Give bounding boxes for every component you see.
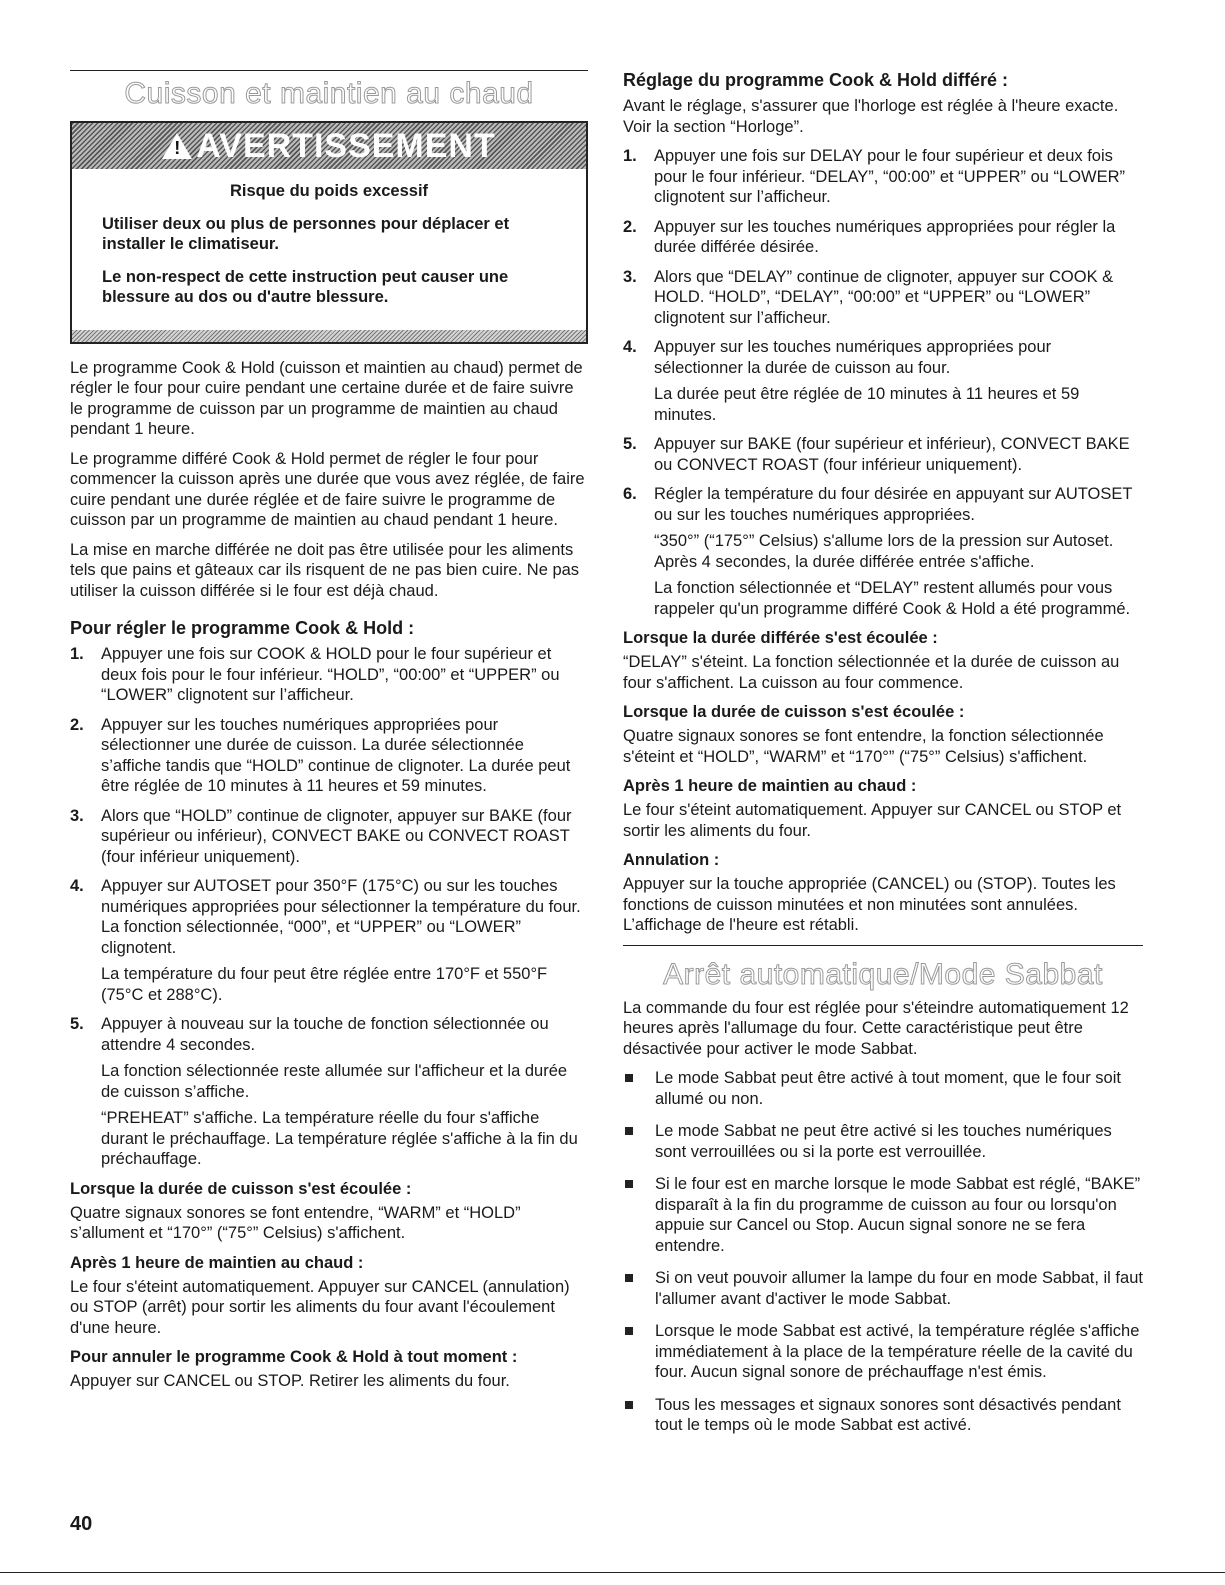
step-note: La durée peut être réglée de 10 minutes à 11 heures et 59 minutes. xyxy=(654,385,1080,424)
cancel-text: Appuyer sur CANCEL ou STOP. Retirer les aliments du four. xyxy=(70,1372,510,1390)
delay-end-heading: Lorsque la durée différée s'est écoulée : xyxy=(623,629,938,647)
bullet-item: Si le four est en marche lorsque le mode Sabbat est réglé, “BAKE” disparaît à la fin du programme de cuisson au four ou lorsqu'on appuie sur Cancel ou Stop. Aucun signal sonore ne se fera entendre. xyxy=(623,1174,1143,1256)
section-rule xyxy=(70,70,588,71)
step-item: 3. Alors que “HOLD” continue de clignoter, appuyer sur BAKE (four supérieur ou inférieur), CONVECT BAKE ou CONVECT ROAST (four inférieur uniquement). xyxy=(70,806,572,866)
setup-steps xyxy=(70,644,588,1170)
warning-line-1: Utiliser deux ou plus de personnes pour déplacer et installer le climatiseur. xyxy=(102,214,510,253)
intro-paragraph: La mise en marche différée ne doit pas être utilisée pour les aliments tels que pains et gâteaux car ils risquent de ne pas bien cuire. Ne pas utiliser la cuisson différée si le four est déjà chaud. xyxy=(70,540,580,600)
step-item: 4. Appuyer sur AUTOSET pour 350°F (175°C) ou sur les touches numériques appropriées pour sélectionner la température du four. La fonction sélectionnée, “000”, et “UPPER” ou “LOWER” clignotent. La température du four peut être réglée entre 170°F et 550°F (75°C et 288°C). xyxy=(70,876,588,1005)
cancel-heading: Pour annuler le programme Cook & Hold à tout moment : xyxy=(70,1348,518,1366)
warning-risk: Risque du poids excessif xyxy=(229,182,429,200)
step-note: La fonction sélectionnée reste allumée sur l'afficheur et la durée de cuisson s’affiche. xyxy=(101,1062,568,1101)
section-title-cook-hold: Cuisson et maintien au chaud xyxy=(124,77,534,110)
step-note: “350°” (“175°” Celsius) s'allume lors de la pression sur Autoset. Après 4 secondes, la durée différée entrée s'affiche. xyxy=(654,532,1114,571)
cook-end-heading: Lorsque la durée de cuisson s'est écoulée : xyxy=(623,703,965,721)
bullet-item: Lorsque le mode Sabbat est activé, la température réglée s'affiche immédiatement à la place de la température réelle de la cavité du four. Aucun signal sonore de préchauffage n'est émis. xyxy=(623,1321,1143,1383)
step-note: “PREHEAT” s'affiche. La température réelle du four s'affiche durant le préchauffage. La température réglée s'affiche à la fin du préchauffage. xyxy=(101,1109,578,1168)
warning-box xyxy=(70,121,588,344)
step-item: 3. Alors que “DELAY” continue de clignoter, appuyer sur COOK & HOLD. “HOLD”, “DELAY”, “00:00” et “UPPER” ou “LOWER” clignotent sur l’afficheur. xyxy=(623,267,1114,327)
cook-end-text: Quatre signaux sonores se font entendre, “WARM” et “HOLD” s’allument et “170°” (“75°” Celsius) s'affichent. xyxy=(70,1203,521,1242)
bullet-square-icon xyxy=(625,1401,633,1409)
step-item: 5. Appuyer à nouveau sur la touche de fonction sélectionnée ou attendre 4 secondes. La fonction sélectionnée reste allumée sur l'afficheur et la durée de cuisson s’affiche. “PREHEAT” s'affiche. La température réelle du four s'affiche durant le préchauffage. La température réglée s'affiche à la fin du préchauffage. xyxy=(70,1014,588,1170)
section-title-sabbath: Arrêt automatique/Mode Sabbat xyxy=(663,957,1103,991)
step-item: 5. Appuyer sur BAKE (four supérieur et inférieur), CONVECT BAKE ou CONVECT ROAST (four inférieur uniquement). xyxy=(623,435,1130,474)
bullet-item: Tous les messages et signaux sonores sont désactivés pendant tout le temps où le mode Sabbat est activé. xyxy=(623,1395,1143,1436)
bullet-square-icon xyxy=(625,1327,633,1335)
warning-line-2: Le non-respect de cette instruction peut causer une blessure au dos ou d'autre blessure. xyxy=(102,267,509,306)
delayed-intro: Avant le réglage, s'assurer que l'horloge est réglée à l'heure exacte. Voir la section “Horloge”. xyxy=(623,97,1119,136)
after-hold-heading: Après 1 heure de maintien au chaud : xyxy=(623,777,917,795)
bullet-item: Le mode Sabbat peut être activé à tout moment, que le four soit allumé ou non. xyxy=(623,1068,1143,1109)
cook-end-heading: Lorsque la durée de cuisson s'est écoulée : xyxy=(70,1179,412,1198)
bullet-item: Le mode Sabbat ne peut être activé si les touches numériques sont verrouillées ou si la porte est verrouillée. xyxy=(623,1121,1143,1162)
bullet-square-icon xyxy=(625,1274,633,1282)
delay-end-text: “DELAY” s'éteint. La fonction sélectionnée et la durée de cuisson au four s'affichent. La cuisson au four commence. xyxy=(623,653,1120,692)
warning-label: AVERTISSEMENT xyxy=(196,126,496,165)
step-item: 1. Appuyer une fois sur COOK & HOLD pour le four supérieur et deux fois pour le four inférieur. “HOLD”, “00:00” et “UPPER” ou “LOWER” clignotent sur l’afficheur. xyxy=(70,645,560,704)
warning-triangle-icon: ! xyxy=(162,133,192,159)
step-item: 2. Appuyer sur les touches numériques appropriées pour régler la durée différée désirée. xyxy=(623,217,1116,256)
bullet-square-icon xyxy=(625,1074,633,1082)
step-note: La température du four peut être réglée entre 170°F et 550°F (75°C et 288°C). xyxy=(101,965,548,1004)
annulation-text: Appuyer sur la touche appropriée (CANCEL) ou (STOP). Toutes les fonctions de cuisson minutées et non minutées sont annulées. L’affichage de l'heure est rétabli. xyxy=(623,875,1116,934)
sabbath-intro: La commande du four est réglée pour s'éteindre automatiquement 12 heures après l'allumage du four. Cette caractéristique peut être désactivée pour activer le mode Sabbat. xyxy=(623,998,1129,1058)
setup-heading: Pour régler le programme Cook & Hold : xyxy=(70,618,415,638)
step-item: 6. Régler la température du four désirée en appuyant sur AUTOSET ou sur les touches numériques appropriées. “350°” (“175°” Celsius) s'allume lors de la pression sur Autoset. Après 4 secondes, la durée différée entrée s'affiche. La fonction sélectionnée et “DELAY” restent allumés pour vous rappeler qu'un programme différé Cook & Hold a été programmé. xyxy=(623,484,1143,619)
page-bottom-rule xyxy=(0,1572,1225,1573)
bullet-square-icon xyxy=(625,1127,633,1135)
intro-paragraph: Le programme différé Cook & Hold permet de régler le four pour commencer la cuisson après une durée que vous avez réglée, de faire cuire pendant une durée réglée et de faire suivre le programme de cuisson par un programme de maintien au chaud pendant 1 heure. xyxy=(70,449,585,529)
after-hold-text: Le four s'éteint automatiquement. Appuyer sur CANCEL ou STOP et sortir les aliments du four. xyxy=(623,801,1122,840)
annulation-heading: Annulation : xyxy=(623,851,720,869)
after-hold-heading: Après 1 heure de maintien au chaud : xyxy=(70,1253,364,1272)
left-column xyxy=(70,70,588,1401)
sabbath-bullets xyxy=(623,1068,1143,1436)
intro-paragraph: Le programme Cook & Hold (cuisson et maintien au chaud) permet de régler le four pour cuire pendant une certaine durée et de faire suivre le programme de cuisson par un programme de maintien au chaud pendant 1 heure. xyxy=(70,358,583,438)
step-item: 2. Appuyer sur les touches numériques appropriées pour sélectionner une durée de cuisson. La durée sélectionnée s’affiche tandis que “HOLD” continue de clignoter. La durée peut être réglée de 10 minutes à 11 heures et 59 minutes. xyxy=(70,715,571,795)
step-item: 4. Appuyer sur les touches numériques appropriées pour sélectionner la durée de cuisson au four. La durée peut être réglée de 10 minutes à 11 heures et 59 minutes. xyxy=(623,337,1143,425)
bullet-square-icon xyxy=(625,1180,633,1188)
delayed-heading: Réglage du programme Cook & Hold différé : xyxy=(623,70,1009,90)
cook-end-text: Quatre signaux sonores se font entendre, la fonction sélectionnée s'éteint et “HOLD”, “WARM” et “170°” (“75°” Celsius) s'affichent. xyxy=(623,727,1104,766)
warning-footer-pattern xyxy=(72,330,586,342)
step-item: 1. Appuyer une fois sur DELAY pour le four supérieur et deux fois pour le four inférieur. “DELAY”, “00:00” et “UPPER” ou “LOWER” clignotent sur l’afficheur. xyxy=(623,147,1126,206)
step-note: La fonction sélectionnée et “DELAY” restent allumés pour vous rappeler qu'un programme différé Cook & Hold a été programmé. xyxy=(654,579,1131,618)
warning-banner xyxy=(72,123,586,169)
section-rule xyxy=(623,945,1143,946)
page-number: 40 xyxy=(70,1513,93,1535)
after-hold-text: Le four s'éteint automatiquement. Appuyer sur CANCEL (annulation) ou STOP (arrêt) pour sortir les aliments du four avant l'écoulement d'une heure. xyxy=(70,1277,570,1337)
delayed-steps xyxy=(623,146,1143,619)
right-column xyxy=(623,70,1143,1448)
bullet-item: Si on veut pouvoir allumer la lampe du four en mode Sabbat, il faut l'allumer avant d'activer le mode Sabbat. xyxy=(623,1268,1143,1309)
